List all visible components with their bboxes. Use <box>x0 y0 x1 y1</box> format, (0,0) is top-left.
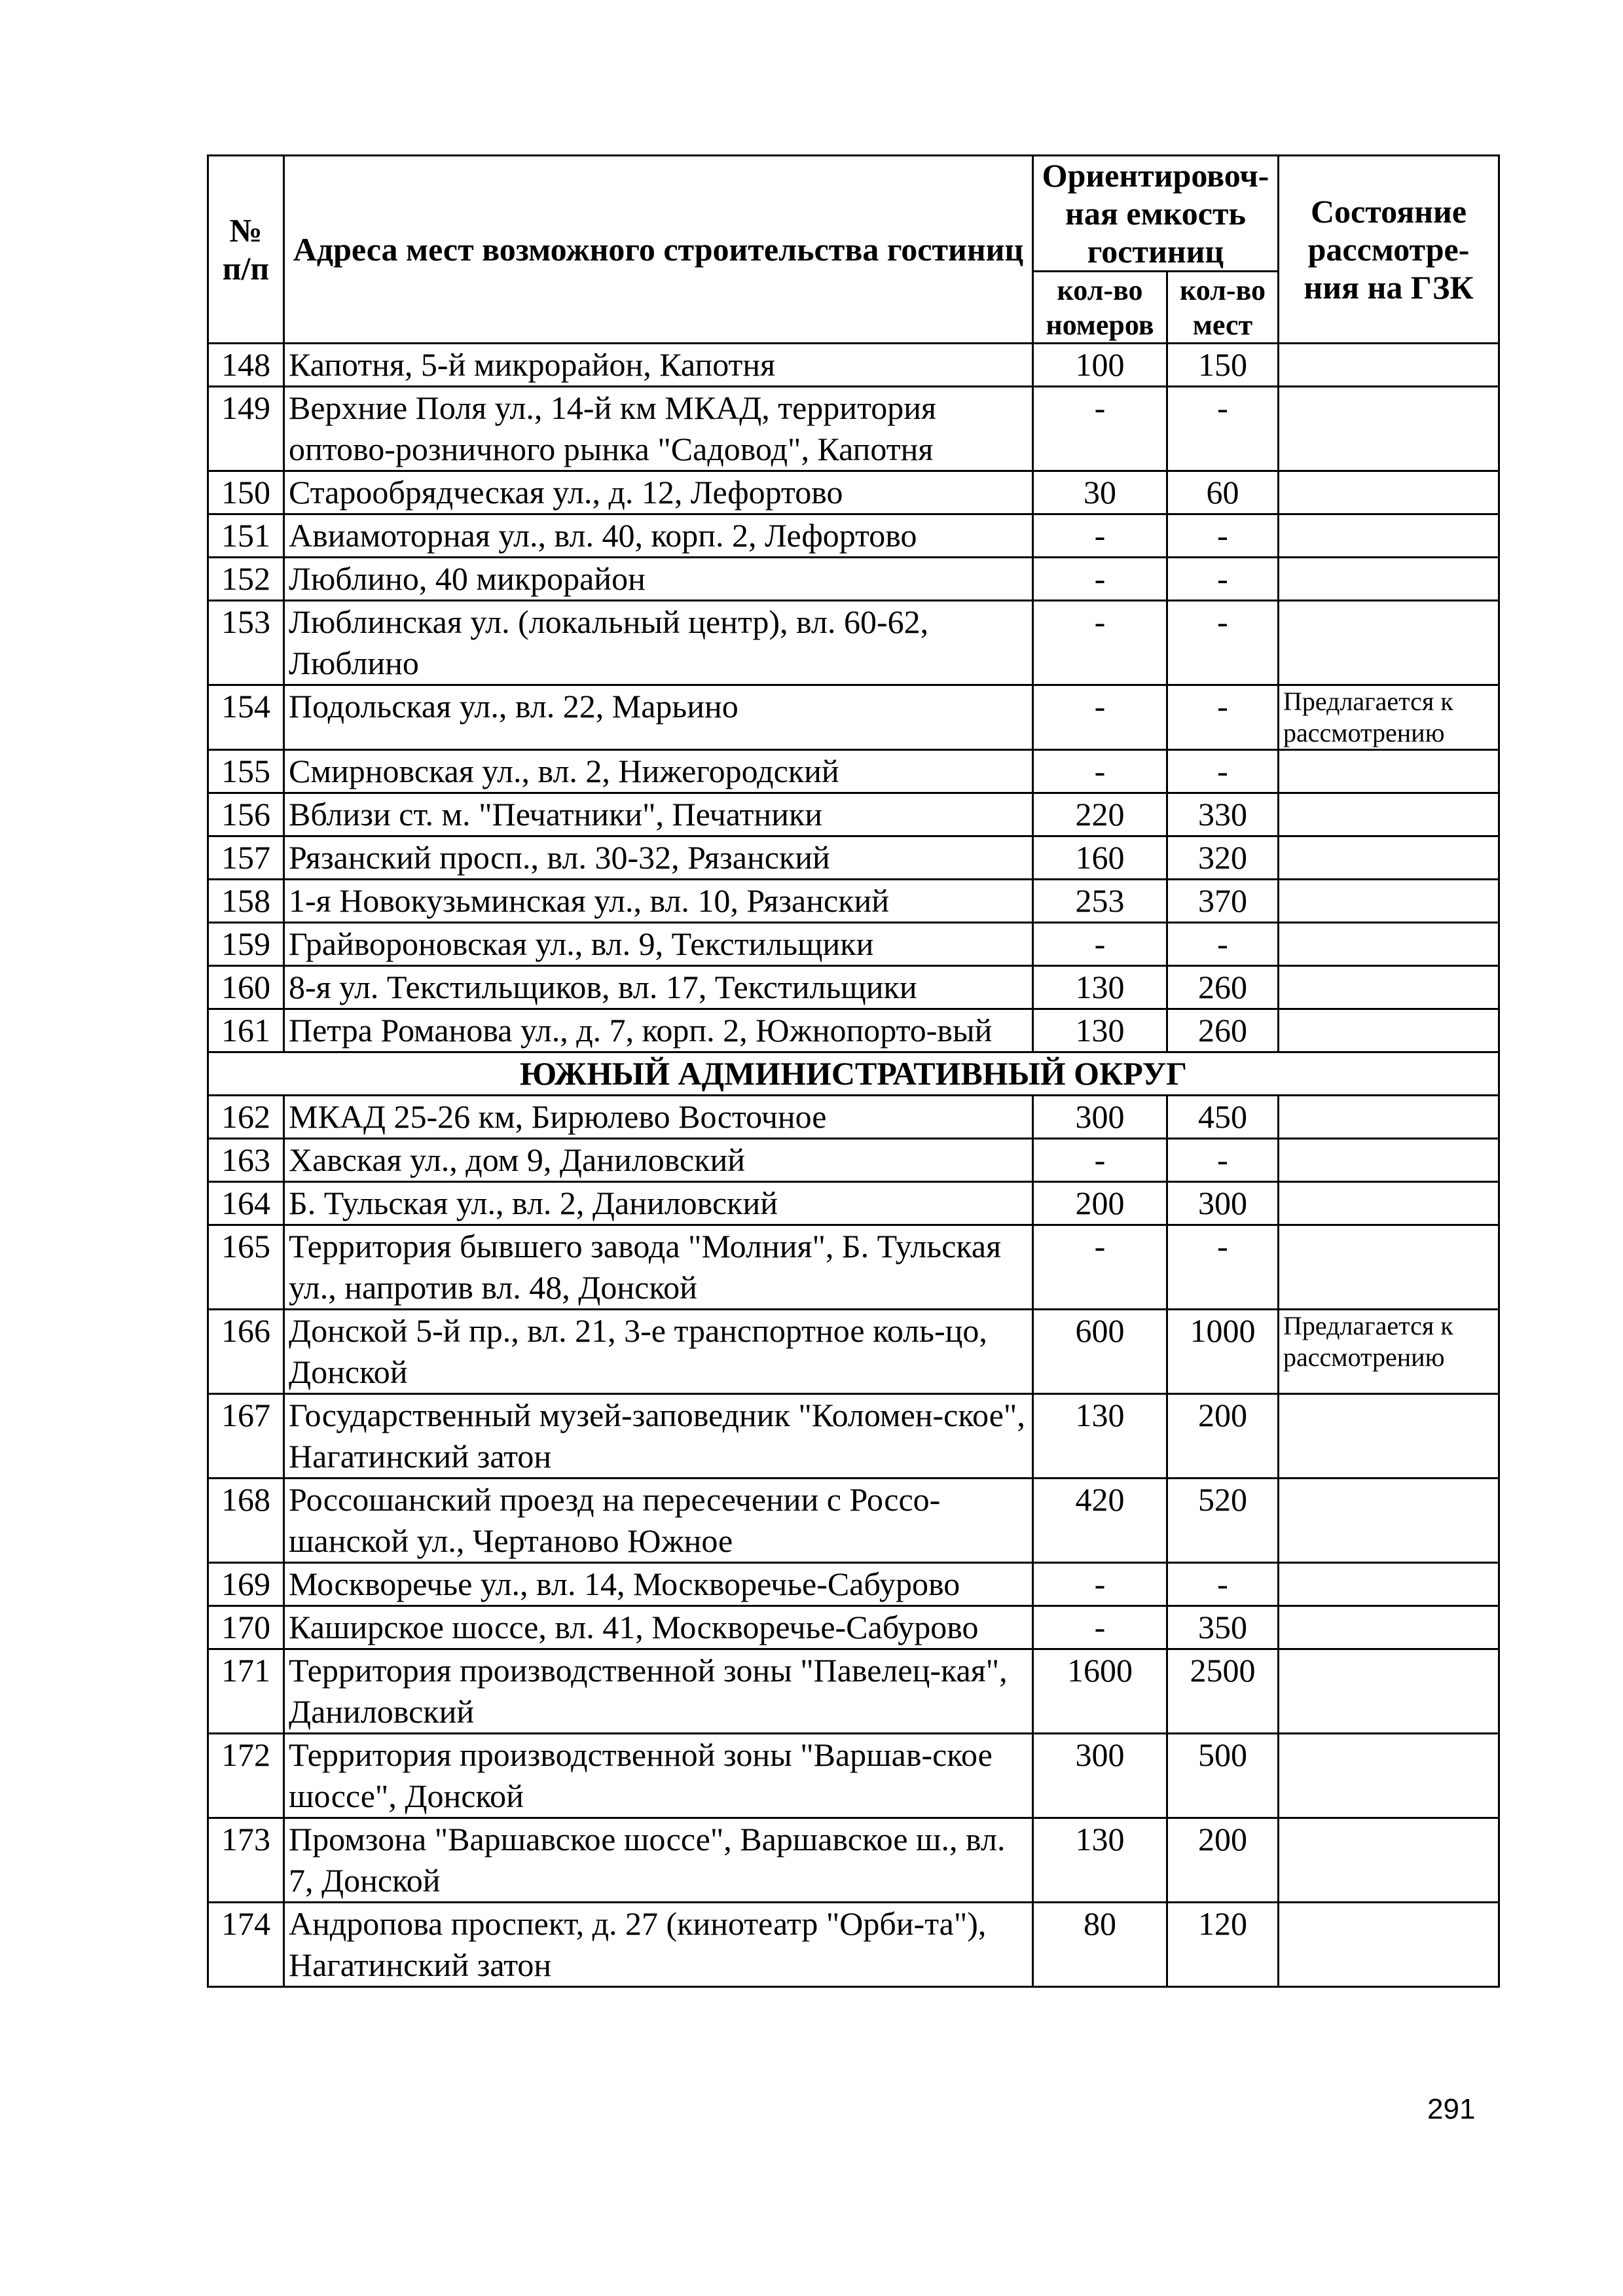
row-status <box>1279 1734 1499 1818</box>
row-places: - <box>1167 601 1279 685</box>
row-status <box>1279 1606 1499 1649</box>
row-address: Вблизи ст. м. "Печатники", Печатники <box>284 793 1033 836</box>
table-row <box>208 1818 1499 1903</box>
row-number: 163 <box>208 1139 284 1182</box>
row-places: - <box>1167 685 1279 750</box>
row-status <box>1279 750 1499 793</box>
row-places: - <box>1167 750 1279 793</box>
row-address: Люблино, 40 микрорайон <box>284 558 1033 601</box>
row-address: Капотня, 5-й микрорайон, Капотня <box>284 344 1033 387</box>
row-number: 155 <box>208 750 284 793</box>
row-rooms: 130 <box>1033 1009 1167 1052</box>
row-number: 156 <box>208 793 284 836</box>
table-row <box>208 1734 1499 1818</box>
row-address: Люблинская ул. (локальный центр), вл. 60-62, Люблино <box>284 601 1033 685</box>
row-status <box>1279 836 1499 880</box>
row-number: 169 <box>208 1563 284 1606</box>
row-number: 162 <box>208 1096 284 1139</box>
row-rooms: 220 <box>1033 793 1167 836</box>
row-rooms: - <box>1033 558 1167 601</box>
row-rooms: 420 <box>1033 1479 1167 1563</box>
row-number: 165 <box>208 1225 284 1310</box>
row-status <box>1279 1479 1499 1563</box>
row-rooms: - <box>1033 1563 1167 1606</box>
row-address: Донской 5-й пр., вл. 21, 3-е транспортное коль-цо, Донской <box>284 1310 1033 1394</box>
row-places: - <box>1167 387 1279 471</box>
row-address: Андропова проспект, д. 27 (кинотеатр "Орби-та"), Нагатинский затон <box>284 1903 1033 1987</box>
row-number: 172 <box>208 1734 284 1818</box>
header-status: Состояние рассмотре-ния на ГЗК <box>1279 156 1499 344</box>
table-row <box>208 1563 1499 1606</box>
row-number: 167 <box>208 1394 284 1479</box>
row-rooms: 130 <box>1033 1394 1167 1479</box>
table-row <box>208 1903 1499 1987</box>
row-address: Россошанский проезд на пересечении с Россо-шанской ул., Чертаново Южное <box>284 1479 1033 1563</box>
row-rooms: - <box>1033 1225 1167 1310</box>
row-number: 174 <box>208 1903 284 1987</box>
table-row <box>208 793 1499 836</box>
row-address: Каширское шоссе, вл. 41, Москворечье-Сабурово <box>284 1606 1033 1649</box>
row-places: - <box>1167 1139 1279 1182</box>
row-places: 150 <box>1167 344 1279 387</box>
row-places: 450 <box>1167 1096 1279 1139</box>
row-address: Территория бывшего завода "Молния", Б. Тульская ул., напротив вл. 48, Донской <box>284 1225 1033 1310</box>
row-status <box>1279 1009 1499 1052</box>
row-rooms: - <box>1033 685 1167 750</box>
row-status: Предлагается к рассмотрению <box>1279 1310 1499 1394</box>
row-status: Предлагается к рассмотрению <box>1279 685 1499 750</box>
row-status <box>1279 1096 1499 1139</box>
table-row <box>208 1479 1499 1563</box>
table-row <box>208 1182 1499 1225</box>
row-address: Б. Тульская ул., вл. 2, Даниловский <box>284 1182 1033 1225</box>
table-row <box>208 1649 1499 1734</box>
row-places: - <box>1167 1225 1279 1310</box>
row-rooms: 600 <box>1033 1310 1167 1394</box>
row-number: 160 <box>208 966 284 1009</box>
row-rooms: 130 <box>1033 1818 1167 1903</box>
row-number: 158 <box>208 880 284 923</box>
row-number: 153 <box>208 601 284 685</box>
header-capacity: Ориентировоч-ная емкость гостиниц <box>1033 156 1279 272</box>
row-address: Авиамоторная ул., вл. 40, корп. 2, Лефортово <box>284 514 1033 558</box>
row-places: 300 <box>1167 1182 1279 1225</box>
row-number: 173 <box>208 1818 284 1903</box>
row-status <box>1279 471 1499 514</box>
row-number: 151 <box>208 514 284 558</box>
row-places: 320 <box>1167 836 1279 880</box>
row-number: 157 <box>208 836 284 880</box>
row-rooms: 200 <box>1033 1182 1167 1225</box>
row-status <box>1279 1903 1499 1987</box>
table-row <box>208 1606 1499 1649</box>
row-places: 60 <box>1167 471 1279 514</box>
row-address: Грайвороновская ул., вл. 9, Текстильщики <box>284 923 1033 966</box>
table-row <box>208 1096 1499 1139</box>
row-places: - <box>1167 558 1279 601</box>
row-status <box>1279 1182 1499 1225</box>
row-rooms: 80 <box>1033 1903 1167 1987</box>
row-address: Подольская ул., вл. 22, Марьино <box>284 685 1033 750</box>
row-places: 120 <box>1167 1903 1279 1987</box>
table-row <box>208 1225 1499 1310</box>
row-address: Территория производственной зоны "Павелец-кая", Даниловский <box>284 1649 1033 1734</box>
table-row <box>208 471 1499 514</box>
row-number: 164 <box>208 1182 284 1225</box>
row-rooms: - <box>1033 601 1167 685</box>
row-address: Старообрядческая ул., д. 12, Лефортово <box>284 471 1033 514</box>
table-row <box>208 923 1499 966</box>
row-rooms: 130 <box>1033 966 1167 1009</box>
row-number: 168 <box>208 1479 284 1563</box>
header-rooms: кол-во номеров <box>1033 272 1167 344</box>
header-address: Адреса мест возможного строительства гостиниц <box>284 156 1033 344</box>
row-status <box>1279 880 1499 923</box>
row-status <box>1279 344 1499 387</box>
table-row <box>208 558 1499 601</box>
row-status <box>1279 966 1499 1009</box>
row-number: 171 <box>208 1649 284 1734</box>
row-number: 154 <box>208 685 284 750</box>
row-status <box>1279 1818 1499 1903</box>
row-places: 520 <box>1167 1479 1279 1563</box>
row-number: 170 <box>208 1606 284 1649</box>
row-status <box>1279 1139 1499 1182</box>
row-places: 2500 <box>1167 1649 1279 1734</box>
row-address: Рязанский просп., вл. 30-32, Рязанский <box>284 836 1033 880</box>
row-address: Петра Романова ул., д. 7, корп. 2, Южнопорто-вый <box>284 1009 1033 1052</box>
row-address: Москворечье ул., вл. 14, Москворечье-Сабурово <box>284 1563 1033 1606</box>
table-row <box>208 1310 1499 1394</box>
row-number: 152 <box>208 558 284 601</box>
table-row <box>208 1139 1499 1182</box>
row-rooms: 300 <box>1033 1096 1167 1139</box>
row-address: Верхние Поля ул., 14-й км МКАД, территория оптово-розничного рынка "Садовод", Капотня <box>284 387 1033 471</box>
table-row <box>208 387 1499 471</box>
row-places: - <box>1167 514 1279 558</box>
row-address: 8-я ул. Текстильщиков, вл. 17, Текстильщики <box>284 966 1033 1009</box>
row-places: 260 <box>1167 966 1279 1009</box>
header-places: кол-во мест <box>1167 272 1279 344</box>
table-row <box>208 601 1499 685</box>
section-title: ЮЖНЫЙ АДМИНИСТРАТИВНЫЙ ОКРУГ <box>208 1052 1499 1096</box>
row-rooms: - <box>1033 1139 1167 1182</box>
table-row <box>208 1394 1499 1479</box>
row-rooms: - <box>1033 750 1167 793</box>
row-address: 1-я Новокузьминская ул., вл. 10, Рязанский <box>284 880 1033 923</box>
row-rooms: 160 <box>1033 836 1167 880</box>
row-status <box>1279 923 1499 966</box>
table-row <box>208 344 1499 387</box>
row-places: 500 <box>1167 1734 1279 1818</box>
row-address: МКАД 25-26 км, Бирюлево Восточное <box>284 1096 1033 1139</box>
row-status <box>1279 1649 1499 1734</box>
row-number: 159 <box>208 923 284 966</box>
table-row <box>208 1009 1499 1052</box>
table-row <box>208 966 1499 1009</box>
row-places: 200 <box>1167 1394 1279 1479</box>
row-address: Территория производственной зоны "Варшав-ское шоссе", Донской <box>284 1734 1033 1818</box>
row-status <box>1279 558 1499 601</box>
row-address: Хавская ул., дом 9, Даниловский <box>284 1139 1033 1182</box>
row-places: - <box>1167 1563 1279 1606</box>
table-body <box>208 344 1499 1987</box>
row-places: - <box>1167 923 1279 966</box>
table-row <box>208 836 1499 880</box>
row-number: 148 <box>208 344 284 387</box>
row-number: 166 <box>208 1310 284 1394</box>
row-status <box>1279 601 1499 685</box>
row-status <box>1279 387 1499 471</box>
row-places: 200 <box>1167 1818 1279 1903</box>
row-number: 161 <box>208 1009 284 1052</box>
row-places: 350 <box>1167 1606 1279 1649</box>
row-number: 149 <box>208 387 284 471</box>
row-address: Смирновская ул., вл. 2, Нижегородский <box>284 750 1033 793</box>
section-row <box>208 1052 1499 1096</box>
row-status <box>1279 1394 1499 1479</box>
table-row <box>208 880 1499 923</box>
row-places: 1000 <box>1167 1310 1279 1394</box>
row-status <box>1279 1225 1499 1310</box>
row-status <box>1279 793 1499 836</box>
row-rooms: 253 <box>1033 880 1167 923</box>
hotel-sites-table <box>207 154 1500 1988</box>
row-rooms: 300 <box>1033 1734 1167 1818</box>
row-rooms: - <box>1033 1606 1167 1649</box>
row-address: Промзона "Варшавское шоссе", Варшавское ш., вл. 7, Донской <box>284 1818 1033 1903</box>
row-number: 150 <box>208 471 284 514</box>
header-number: № п/п <box>208 156 284 344</box>
row-rooms: - <box>1033 514 1167 558</box>
table-row <box>208 685 1499 750</box>
row-rooms: 30 <box>1033 471 1167 514</box>
row-status <box>1279 514 1499 558</box>
row-rooms: 100 <box>1033 344 1167 387</box>
row-places: 260 <box>1167 1009 1279 1052</box>
row-rooms: - <box>1033 387 1167 471</box>
row-rooms: 1600 <box>1033 1649 1167 1734</box>
row-places: 370 <box>1167 880 1279 923</box>
row-status <box>1279 1563 1499 1606</box>
row-rooms: - <box>1033 923 1167 966</box>
table-row <box>208 514 1499 558</box>
row-address: Государственный музей-заповедник "Коломен-ское", Нагатинский затон <box>284 1394 1033 1479</box>
page-number: 291 <box>1427 2093 1476 2125</box>
table-row <box>208 750 1499 793</box>
row-places: 330 <box>1167 793 1279 836</box>
